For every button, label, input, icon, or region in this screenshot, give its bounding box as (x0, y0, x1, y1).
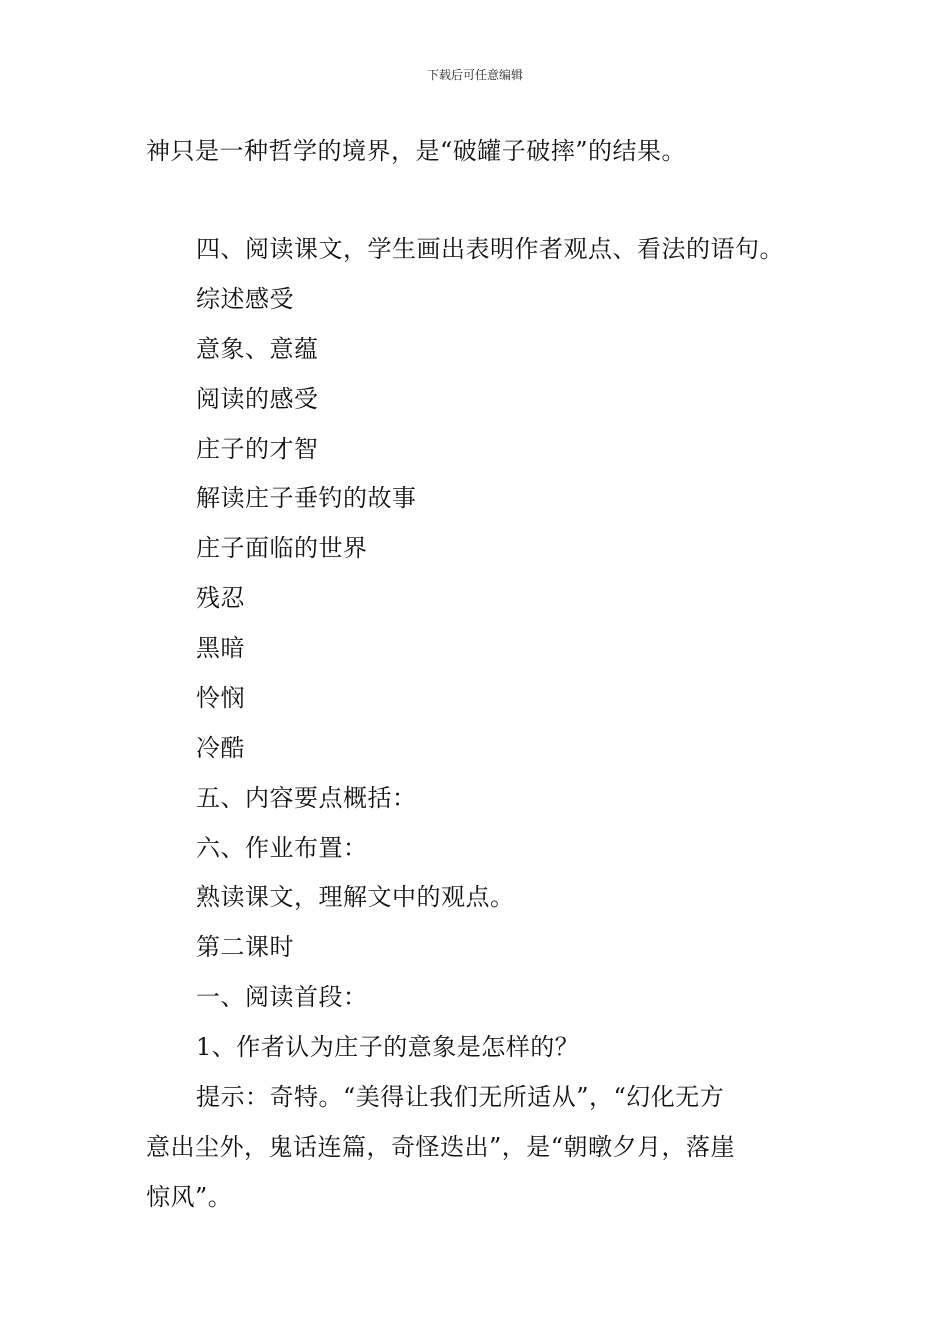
list-item: 黑暗 (196, 634, 245, 662)
list-item: 怜悯 (196, 684, 245, 712)
list-item: 庄子的才智 (196, 435, 319, 463)
section-heading-six: 六、作业布置： (196, 834, 368, 862)
lesson-heading: 第二课时 (196, 933, 294, 961)
paragraph-line: 意出尘外，鬼话连篇，奇怪迭出”，是“朝暾夕月，落崖 (146, 1133, 736, 1161)
list-item: 残忍 (196, 584, 245, 612)
paragraph-line: 熟读课文，理解文中的观点。 (196, 883, 515, 911)
section-heading-four: 四、阅读课文，学生画出表明作者观点、看法的语句。 (196, 235, 784, 263)
list-item: 冷酷 (196, 734, 245, 762)
list-item: 庄子面临的世界 (196, 534, 368, 562)
paragraph-line: 提示：奇特。“美得让我们无所适从”，“幻化无方 (196, 1083, 725, 1111)
list-item: 意象、意蕴 (196, 335, 319, 363)
page-header: 下载后可任意编辑 (426, 68, 523, 82)
section-heading-five: 五、内容要点概括： (196, 784, 417, 812)
list-item: 综述感受 (196, 285, 294, 313)
question-line: 1、作者认为庄子的意象是怎样的？ (196, 1033, 580, 1061)
section-heading-one: 一、阅读首段： (196, 983, 368, 1011)
paragraph-line: 神只是一种哲学的境界，是“破罐子破摔”的结果。 (146, 137, 687, 165)
list-item: 解读庄子垂钓的故事 (196, 484, 417, 512)
paragraph-line: 惊风”。 (146, 1183, 233, 1211)
list-item: 阅读的感受 (196, 385, 319, 413)
